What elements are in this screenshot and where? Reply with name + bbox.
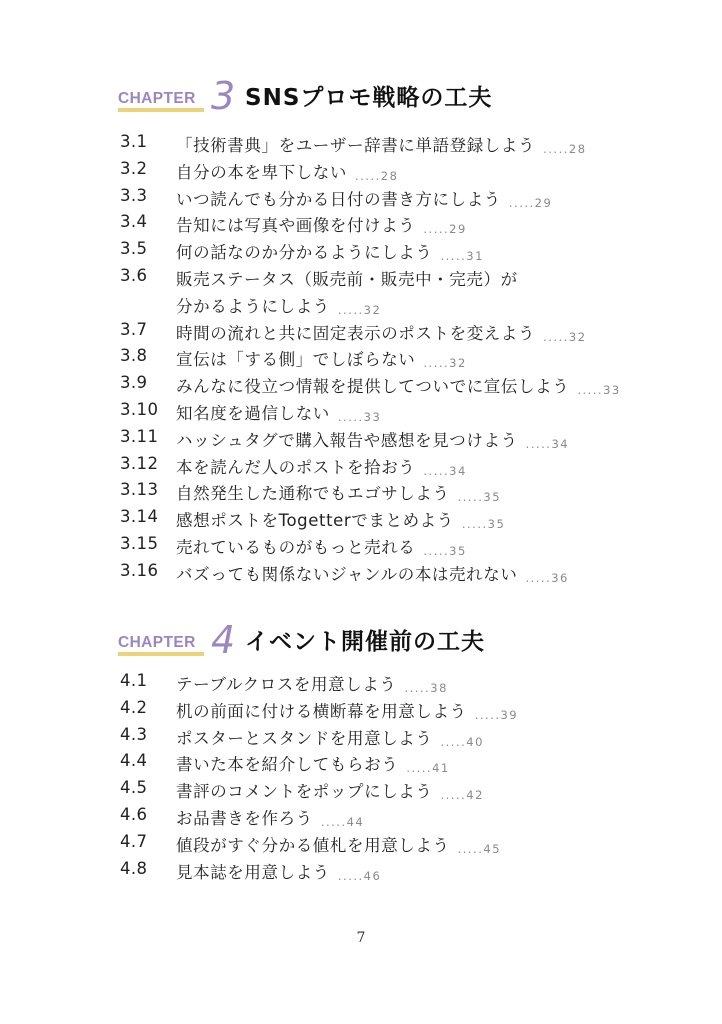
toc-entry-number: 4.5 [120,778,148,798]
toc-entry [0,805,722,832]
toc-entry-number: 3.13 [120,480,159,500]
toc-entry-title [176,805,364,829]
toc-entry-number: 4.1 [120,671,148,690]
toc-entry-title-text: 見本誌を用意しよう [176,862,330,882]
toc-entry-title [176,480,501,504]
toc-entry-number: 3.4 [120,212,148,232]
toc-entry-number: 3.3 [120,185,148,205]
toc-entry-number: 4.6 [120,804,148,824]
toc-entry [0,186,722,213]
toc-entry-page-ref: .....46 [337,868,382,883]
toc-entry-number: 3.1 [120,132,148,151]
toc-entry-number: 3.16 [120,560,159,580]
toc-entry-title-text: 感想ポストをTogetterでまとめよう [176,511,454,531]
toc-entry [0,373,722,400]
toc-entry-number: 3.6 [120,265,148,285]
toc-entry-title [176,751,450,775]
toc-entry-title [176,400,381,424]
toc-entry-title-text: 自分の本を卑下しない [176,162,347,182]
page-number: 7 [356,930,366,946]
toc-entry-number: 3.2 [120,158,148,178]
toc-entry-number: 3.11 [120,426,159,446]
toc-entry-number: 3.9 [120,373,148,393]
chapter-4-toc-list [0,671,722,885]
chapter-label: CHAPTER [118,634,196,651]
toc-entry [0,561,722,588]
toc-entry-page-ref: .....42 [440,788,484,803]
toc-entry-page-ref: .....36 [525,570,569,585]
toc-entry-title [176,859,381,883]
toc-entry-number: 3.10 [120,399,159,419]
toc-entry-number: 3.5 [120,239,148,259]
toc-entry-title [176,132,587,156]
toc-entry [0,239,722,266]
toc-entry-number: 4.2 [120,697,148,717]
toc-entry-page-ref: .....44 [320,814,365,829]
toc-entry [0,859,722,886]
toc-entry-page-ref: .....29 [423,222,467,237]
toc-entry [0,698,722,725]
toc-entry-title [176,561,569,585]
toc-entry [0,480,722,507]
toc-entry-title-text: 本を読んだ人のポストを拾おう [176,457,416,477]
toc-entry [0,293,722,320]
toc-entry-title-text: 時間の流れと共に固定表示のポストを変えよう [176,323,536,343]
toc-entry-title-text: テーブルクロスを用意しよう [176,675,397,694]
toc-entry-title [176,427,569,451]
toc-entry-page-ref: .....40 [440,734,484,749]
toc-entry-title [176,778,484,802]
toc-entry-number: 4.8 [120,858,148,878]
toc-entry [0,671,722,698]
toc-entry-page-ref: .....32 [337,302,382,317]
toc-entry-title [176,698,518,722]
toc-entry-title [176,832,501,856]
toc-entry-title-text: 知名度を過信しない [176,403,330,423]
toc-entry-title-text: 机の前面に付ける横断幕を用意しよう [176,701,467,721]
toc-entry [0,507,722,534]
toc-entry [0,400,722,427]
toc-entry-title-text: 書いた本を紹介してもらおう [176,755,399,775]
toc-entry-page-ref: .....32 [423,356,467,371]
toc-entry-title [176,212,467,236]
toc-entry-title [176,239,484,263]
chapter-number: 4 [211,618,236,662]
toc-entry-title-text: お品書きを作ろう [176,808,313,828]
toc-entry-page-ref: .....34 [423,463,467,478]
toc-entry [0,725,722,752]
toc-entry-title-text: 売れているものがもっと売れる [176,537,416,557]
toc-entry-title-text: 自然発生した通称でもエゴサしよう [176,484,450,504]
toc-entry-title [176,454,467,478]
toc-entry [0,832,722,859]
toc-entry-page-ref: .....41 [406,761,450,776]
toc-entry [0,534,722,561]
toc-entry-title-text: バズっても関係ないジャンルの本は売れない [176,564,518,584]
toc-entry-title [176,293,381,317]
toc-entry-number: 3.8 [120,346,148,366]
toc-entry-title [176,671,448,695]
toc-entry-title-text: 書評のコメントをポップにしよう [176,782,433,802]
toc-entry-page-ref: .....33 [337,409,382,424]
toc-entry [0,212,722,239]
toc-entry-title [176,159,398,183]
toc-entry-page-ref: .....38 [404,681,448,695]
toc-entry-title-text: 販売ステータス（販売前・販売中・完売）が [176,269,518,289]
toc-entry-title-text: みんなに役立つ情報を提供してついでに宣伝しよう [176,377,570,397]
toc-entry-number: 3.7 [120,319,148,339]
toc-entry-title [176,534,467,558]
chapter-number: 3 [211,74,236,118]
chapter-3-toc-list [0,132,722,588]
toc-entry-page-ref: .....28 [355,168,399,183]
toc-entry-page-ref: .....34 [525,436,570,451]
chapter-title: SNSプロモ戦略の工夫 [245,85,493,111]
toc-entry [0,346,722,373]
toc-entry [0,427,722,454]
toc-entry-number: 3.15 [120,533,159,553]
toc-entry-page-ref: .....33 [577,383,621,398]
toc-entry [0,159,722,186]
toc-entry-title-text: 「技術書典」をユーザー辞書に単語登録しよう [176,136,536,155]
chapter-label-underline [118,652,204,656]
toc-entry-page-ref: .....35 [457,490,502,505]
toc-entry-title-text: 告知には写真や画像を付けよう [176,216,416,236]
chapter-title: イベント開催前の工夫 [245,629,485,655]
toc-entry-title-text: 値段がすぐ分かる値札を用意しよう [176,835,450,855]
toc-entry [0,454,722,481]
toc-entry-page-ref: .....31 [440,249,484,264]
toc-entry-page-ref: .....35 [423,543,467,558]
toc-entry-title-text: いつ読んでも分かる日付の書き方にしよう [176,189,501,209]
toc-entry-title [176,346,467,370]
toc-entry [0,132,722,159]
toc-entry-title [176,320,587,344]
toc-entry-number: 4.3 [120,724,148,744]
toc-entry-title [176,373,621,397]
toc-entry-title-text: ハッシュタグで購入報告や感想を見つけよう [176,430,518,450]
toc-entry-number: 4.7 [120,831,148,851]
chapter-label-underline [118,108,204,112]
toc-entry-page-ref: .....29 [508,195,553,210]
toc-entry-number: 3.12 [120,453,159,473]
toc-entry-title [176,266,526,290]
toc-entry-page-ref: .....32 [543,329,587,344]
toc-entry-number: 3.14 [120,507,159,527]
toc-entry-title [176,507,505,531]
toc-entry-title-text: 分かるようにしよう [176,296,330,316]
toc-entry [0,266,722,293]
toc-entry-title-text: ポスターとスタンドを用意しよう [176,728,433,748]
toc-entry-title [176,725,484,749]
toc-entry-number: 4.4 [120,751,148,771]
toc-entry [0,320,722,347]
toc-entry [0,751,722,778]
toc-entry [0,778,722,805]
chapter-label: CHAPTER [118,90,196,107]
toc-entry-title [176,186,552,210]
toc-entry-title-text: 何の話なのか分かるようにしよう [176,243,433,263]
toc-entry-page-ref: .....39 [474,707,519,722]
toc-entry-page-ref: .....35 [461,517,506,532]
toc-entry-title-text: 宣伝は「する側」でしぼらない [176,350,416,370]
toc-entry-page-ref: .....45 [457,841,502,856]
toc-entry-page-ref: .....28 [543,142,587,156]
